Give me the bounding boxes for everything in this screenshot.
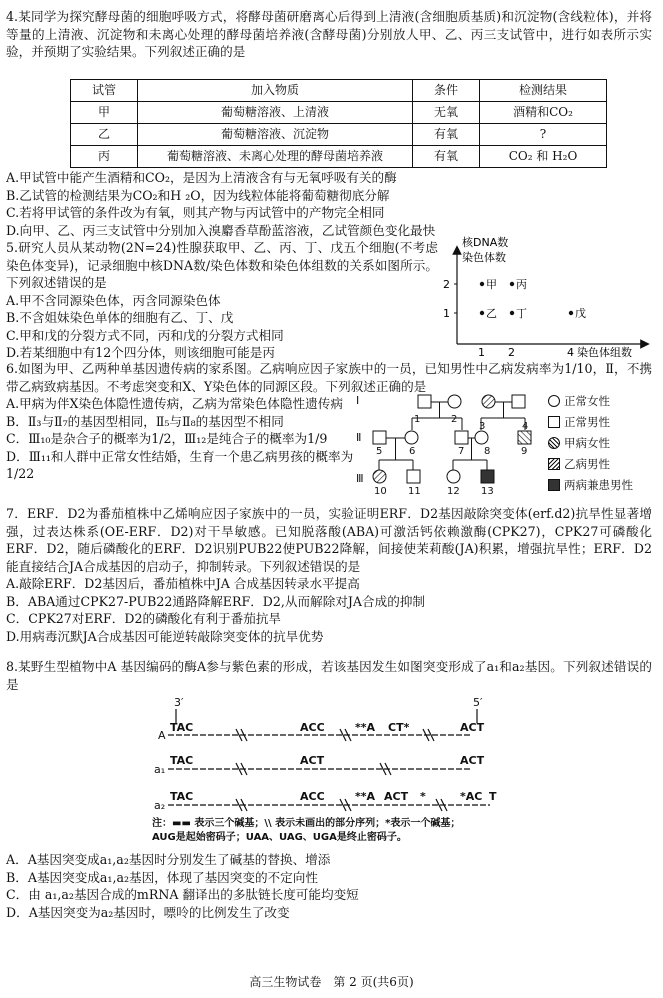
gene-a1-label: a₁ — [154, 763, 166, 776]
q5-option-d: D.若某细胞中有12个四分体，则该细胞可能是丙 — [6, 345, 275, 360]
table-header-row — [71, 80, 607, 102]
ind-4-normal-male — [512, 395, 525, 408]
gen-II: Ⅱ — [356, 431, 362, 444]
hatched-circle-icon — [548, 437, 560, 449]
q5-stem: 5.研究人员从某动物(2N=24)性腺获取甲、乙、丙、丁、戊五个细胞(不考虑染色体变异)，记录细胞中核DNA数/染色体数和染色体组数的关系如图所示。下列叙述错误的是 — [6, 240, 438, 290]
table-cell: ? — [480, 124, 607, 146]
x-tick-2: 2 — [508, 346, 515, 359]
end-5prime: 5′ — [473, 696, 483, 709]
y-label-line1: 核DNA数 — [462, 236, 509, 249]
q7-option-b: B．ABA通过CPK27-PUB22通路降解ERF．D2,从而解除对JA合成的抑制 — [6, 593, 426, 609]
seq-a-codon: CT* — [388, 721, 410, 734]
ind-9-disease-b-male — [518, 431, 531, 444]
chart-point-label: 丁 — [516, 307, 527, 320]
ind-5-normal-male — [373, 431, 386, 444]
ind-label: 12 — [447, 486, 460, 497]
q6-option-d: D．Ⅲ₁₁和人群中正常女性结婚，生育一个患乙病男孩的概率为1/22 — [6, 448, 354, 481]
question-5 — [6, 239, 438, 362]
q7-option-d: D.用病毒沉默JA合成基因可能逆转敲除突变体的抗旱优势 — [6, 628, 324, 644]
ind-12-normal-female — [447, 470, 460, 483]
q6-option-a: A.甲病为伴X染色体隐性遗传病，乙病为常染色体隐性遗传病 — [6, 396, 343, 411]
gene-a2-label: a₂ — [154, 799, 166, 812]
table-row — [71, 102, 607, 124]
chart-point — [569, 311, 573, 315]
ind-label: 3 — [479, 421, 486, 432]
seq-a2-codon: ACC — [300, 790, 325, 803]
q5-chart — [440, 234, 655, 362]
circle-icon — [548, 395, 560, 407]
ind-label: 6 — [409, 446, 416, 457]
y-tick-1: 1 — [443, 307, 450, 320]
chart-point — [510, 311, 514, 315]
chart-point — [510, 282, 514, 286]
legend-normal-male — [548, 415, 610, 429]
ind-label: 10 — [374, 486, 387, 497]
q4-table — [70, 79, 607, 168]
q8-options — [6, 851, 652, 921]
legend-label: 乙病男性 — [564, 457, 610, 471]
q6-pedigree — [350, 390, 545, 500]
seq-a-codon: TAC — [170, 721, 194, 734]
q4-stem: 4.某同学为探究酵母菌的细胞呼吸方式，将酵母菌研磨离心后得到上清液(含细胞质基质)和沉淀物(含线粒体)，并将等量的上清液、沉淀物和未离心处理的酵母菌培养液(含酵母菌)分别放人甲、乙、丙三支试管中，进行如表所示实验，并预期了实验结果。下列叙述正确的是 — [6, 9, 652, 59]
q8-stem: 8.某野生型植物中A 基因编码的酶A参与紫色素的形成，若该基因发生如图突变形成了a₁和a₂基因。下列叙述错误的是 — [6, 659, 652, 692]
q4-option-b: B.乙试管的检测结果为CO₂和H ₂O，因为线粒体能将葡萄糖彻底分解 — [6, 187, 390, 203]
legend-label: 两病兼患男性 — [564, 478, 633, 492]
ind-label: 1 — [414, 414, 421, 425]
q4-options — [6, 169, 652, 239]
hatched-square-icon — [548, 458, 560, 470]
question-7 — [6, 505, 652, 645]
chart-point — [480, 282, 484, 286]
chart-point-label: 乙 — [486, 307, 497, 320]
table-cell: 葡萄糖溶液、上清液 — [138, 102, 413, 124]
table-header: 加入物质 — [138, 80, 413, 102]
seq-a1-codon: TAC — [170, 754, 194, 767]
page-footer: 高三生物试卷 第 2 页(共6页) — [249, 975, 414, 989]
table-row — [71, 124, 607, 146]
ind-2-normal-female — [448, 395, 461, 408]
q6-option-c: C．Ⅲ₁₀是杂合子的概率为1/2，Ⅲ₁₂是纯合子的概率为1/9 — [6, 431, 328, 446]
table-cell: 丙 — [71, 146, 138, 168]
gen-III: Ⅲ — [356, 472, 364, 485]
legend-label: 正常女性 — [564, 394, 610, 408]
legend-disease-b-male — [548, 457, 610, 471]
seq-a2-codon: TAC — [170, 790, 194, 803]
ind-label: 2 — [451, 414, 458, 425]
figure-note-2: AUG是起始密码子；UAA、UAG、UGA是终止密码子。 — [152, 832, 407, 843]
end-3prime: 3′ — [174, 696, 184, 709]
ind-label: 11 — [408, 486, 421, 497]
seq-a1-codon: ACT — [300, 754, 325, 767]
q8-option-c: C．由 a₁,a₂基因合成的mRNA 翻译出的多肽链长度可能均变短 — [6, 887, 359, 902]
q7-stem: 7．ERF．D2为番茄植株中乙烯响应因子家族中的一员，实验证明ERF．D2基因敲除突变体(erf.d2)抗旱性显著增强，过表达株系(OE-ERF．D2)对干旱敏感。已知脱落酸(ABA)可激活钙依赖激酶(CPK27)，CPK27可磷酸化ERF．D2，随后磷酸化的ERF．D2识别PUB22使PUB22降解，间接使茉莉酸(JA)积累，增强抗旱性；ERF．D2能直接结合JA合成基因的启动子，抑制转录。下列叙述错误的是 — [6, 506, 652, 574]
q5-option-c: C.甲和戊的分裂方式不同，丙和戊的分裂方式相同 — [6, 327, 284, 343]
ind-label: 5 — [376, 446, 383, 457]
chart-point-label: 戊 — [575, 307, 586, 320]
q4-option-c: C.若将甲试管的条件改为有氧，则其产物与丙试管中的产物完全相同 — [6, 205, 385, 220]
q8-option-b: B．A基因突变成a₁,a₂基因，体现了基因突变的不定向性 — [6, 869, 318, 885]
ind-6-normal-female — [405, 431, 418, 444]
q5-points — [480, 278, 586, 320]
ind-label: 9 — [521, 446, 528, 457]
x-label: 染色体组数 — [577, 346, 632, 359]
legend-disease-a-female — [548, 436, 610, 450]
ind-1-normal-male — [418, 395, 431, 408]
table-header: 检测结果 — [480, 80, 607, 102]
q6-options — [6, 395, 358, 483]
x-tick-4: 4 — [567, 346, 574, 359]
ind-3-disease-a-female — [482, 395, 495, 408]
table-row — [71, 146, 607, 168]
q4-option-d: D.向甲、乙、丙三支试管中分别加入溴麝香草酚蓝溶液，乙试管颜色变化最快 — [6, 222, 436, 238]
table-cell: 乙 — [71, 124, 138, 146]
legend-both-diseases-male — [548, 478, 633, 492]
x-tick-1: 1 — [478, 346, 485, 359]
table-cell: 葡萄糖溶液、沉淀物 — [138, 124, 413, 146]
q8-option-a: A．A基因突变成a₁,a₂基因时分别发生了碱基的替换、增添 — [6, 852, 331, 867]
y-label-line2: 染色体数 — [462, 251, 506, 264]
ind-7-normal-male — [455, 431, 468, 444]
filled-square-icon — [548, 479, 560, 491]
ind-10-disease-a-female — [373, 470, 386, 483]
square-icon — [548, 416, 560, 428]
q5-option-a: A.甲不含同源染色体，丙含同源染色体 — [6, 292, 221, 308]
gene-a-label: A — [158, 729, 166, 742]
q8-option-d: D．A基因突变为a₂基因时，嘌呤的比例发生了改变 — [6, 904, 290, 920]
chart-point-label: 丙 — [516, 278, 527, 291]
question-8 — [6, 658, 652, 693]
question-6 — [6, 360, 652, 395]
table-cell: 有氧 — [413, 146, 480, 168]
seq-a2-codon: * — [420, 790, 426, 803]
table-cell: 有氧 — [413, 124, 480, 146]
legend-label: 甲病女性 — [564, 436, 610, 450]
table-cell: 甲 — [71, 102, 138, 124]
table-header: 条件 — [413, 80, 480, 102]
y-tick-2: 2 — [443, 278, 450, 291]
ind-label: 4 — [522, 421, 529, 432]
seq-a2-codon: ACT — [384, 790, 409, 803]
legend-normal-female — [548, 394, 610, 408]
q4-option-a: A.甲试管中能产生酒精和CO₂，是因为上清液含有与无氧呼吸有关的酶 — [6, 170, 397, 185]
table-cell: 酒精和CO₂ — [480, 102, 607, 124]
gen-I: Ⅰ — [356, 394, 360, 407]
question-4 — [6, 8, 652, 61]
seq-a-codon: ACC — [300, 721, 325, 734]
ind-8-normal-female — [475, 431, 488, 444]
ind-13-both-diseases-male — [481, 470, 494, 483]
legend-label: 正常男性 — [564, 415, 610, 429]
figure-note-1: 注：▬▬ 表示三个碱基；\\ 表示未画出的部分序列；*表示一个碱基； — [152, 818, 461, 829]
q5-option-b: B.不含姐妹染色单体的细胞有乙、丁、戊 — [6, 310, 234, 325]
ind-label: 13 — [481, 486, 494, 497]
chart-point-label: 甲 — [486, 278, 497, 291]
seq-a2-codon: **A — [355, 790, 376, 803]
table-cell: CO₂ 和 H₂O — [480, 146, 607, 168]
q7-option-a: A.敲除ERF．D2基因后，番茄植株中JA 合成基因转录水平提高 — [6, 576, 360, 591]
seq-a2-codon: T — [489, 790, 497, 803]
seq-a-codon: **A — [355, 721, 376, 734]
ind-label: 7 — [458, 446, 465, 457]
q8-gene-figure — [140, 693, 520, 843]
table-cell: 葡萄糖溶液、未离心处理的酵母菌培养液 — [138, 146, 413, 168]
table-cell: 无氧 — [413, 102, 480, 124]
table-header: 试管 — [71, 80, 138, 102]
q6-option-b: B．Ⅱ₃与Ⅱ₇的基因型相同，Ⅱ₅与Ⅱ₈的基因型不相同 — [6, 413, 284, 429]
seq-a-codon: ACT — [460, 721, 485, 734]
q7-option-c: C．CPK27对ERF．D2的磷酸化有利于番茄抗旱 — [6, 611, 282, 626]
seq-a2-codon: *AC — [460, 790, 483, 803]
ind-label: 8 — [484, 446, 491, 457]
ind-11-normal-male — [407, 470, 420, 483]
seq-a1-codon: ACT — [460, 754, 485, 767]
chart-point — [480, 311, 484, 315]
q6-stem: 6.如图为甲、乙两种单基因遗传病的家系图。乙病响应因子家族中的一员，已知男性中乙病发病率为1/10，Ⅱ，不携带乙病致病基因。不考虑突变和X、Y染色体的同源区段。下列叙述正确的是 — [6, 361, 652, 394]
